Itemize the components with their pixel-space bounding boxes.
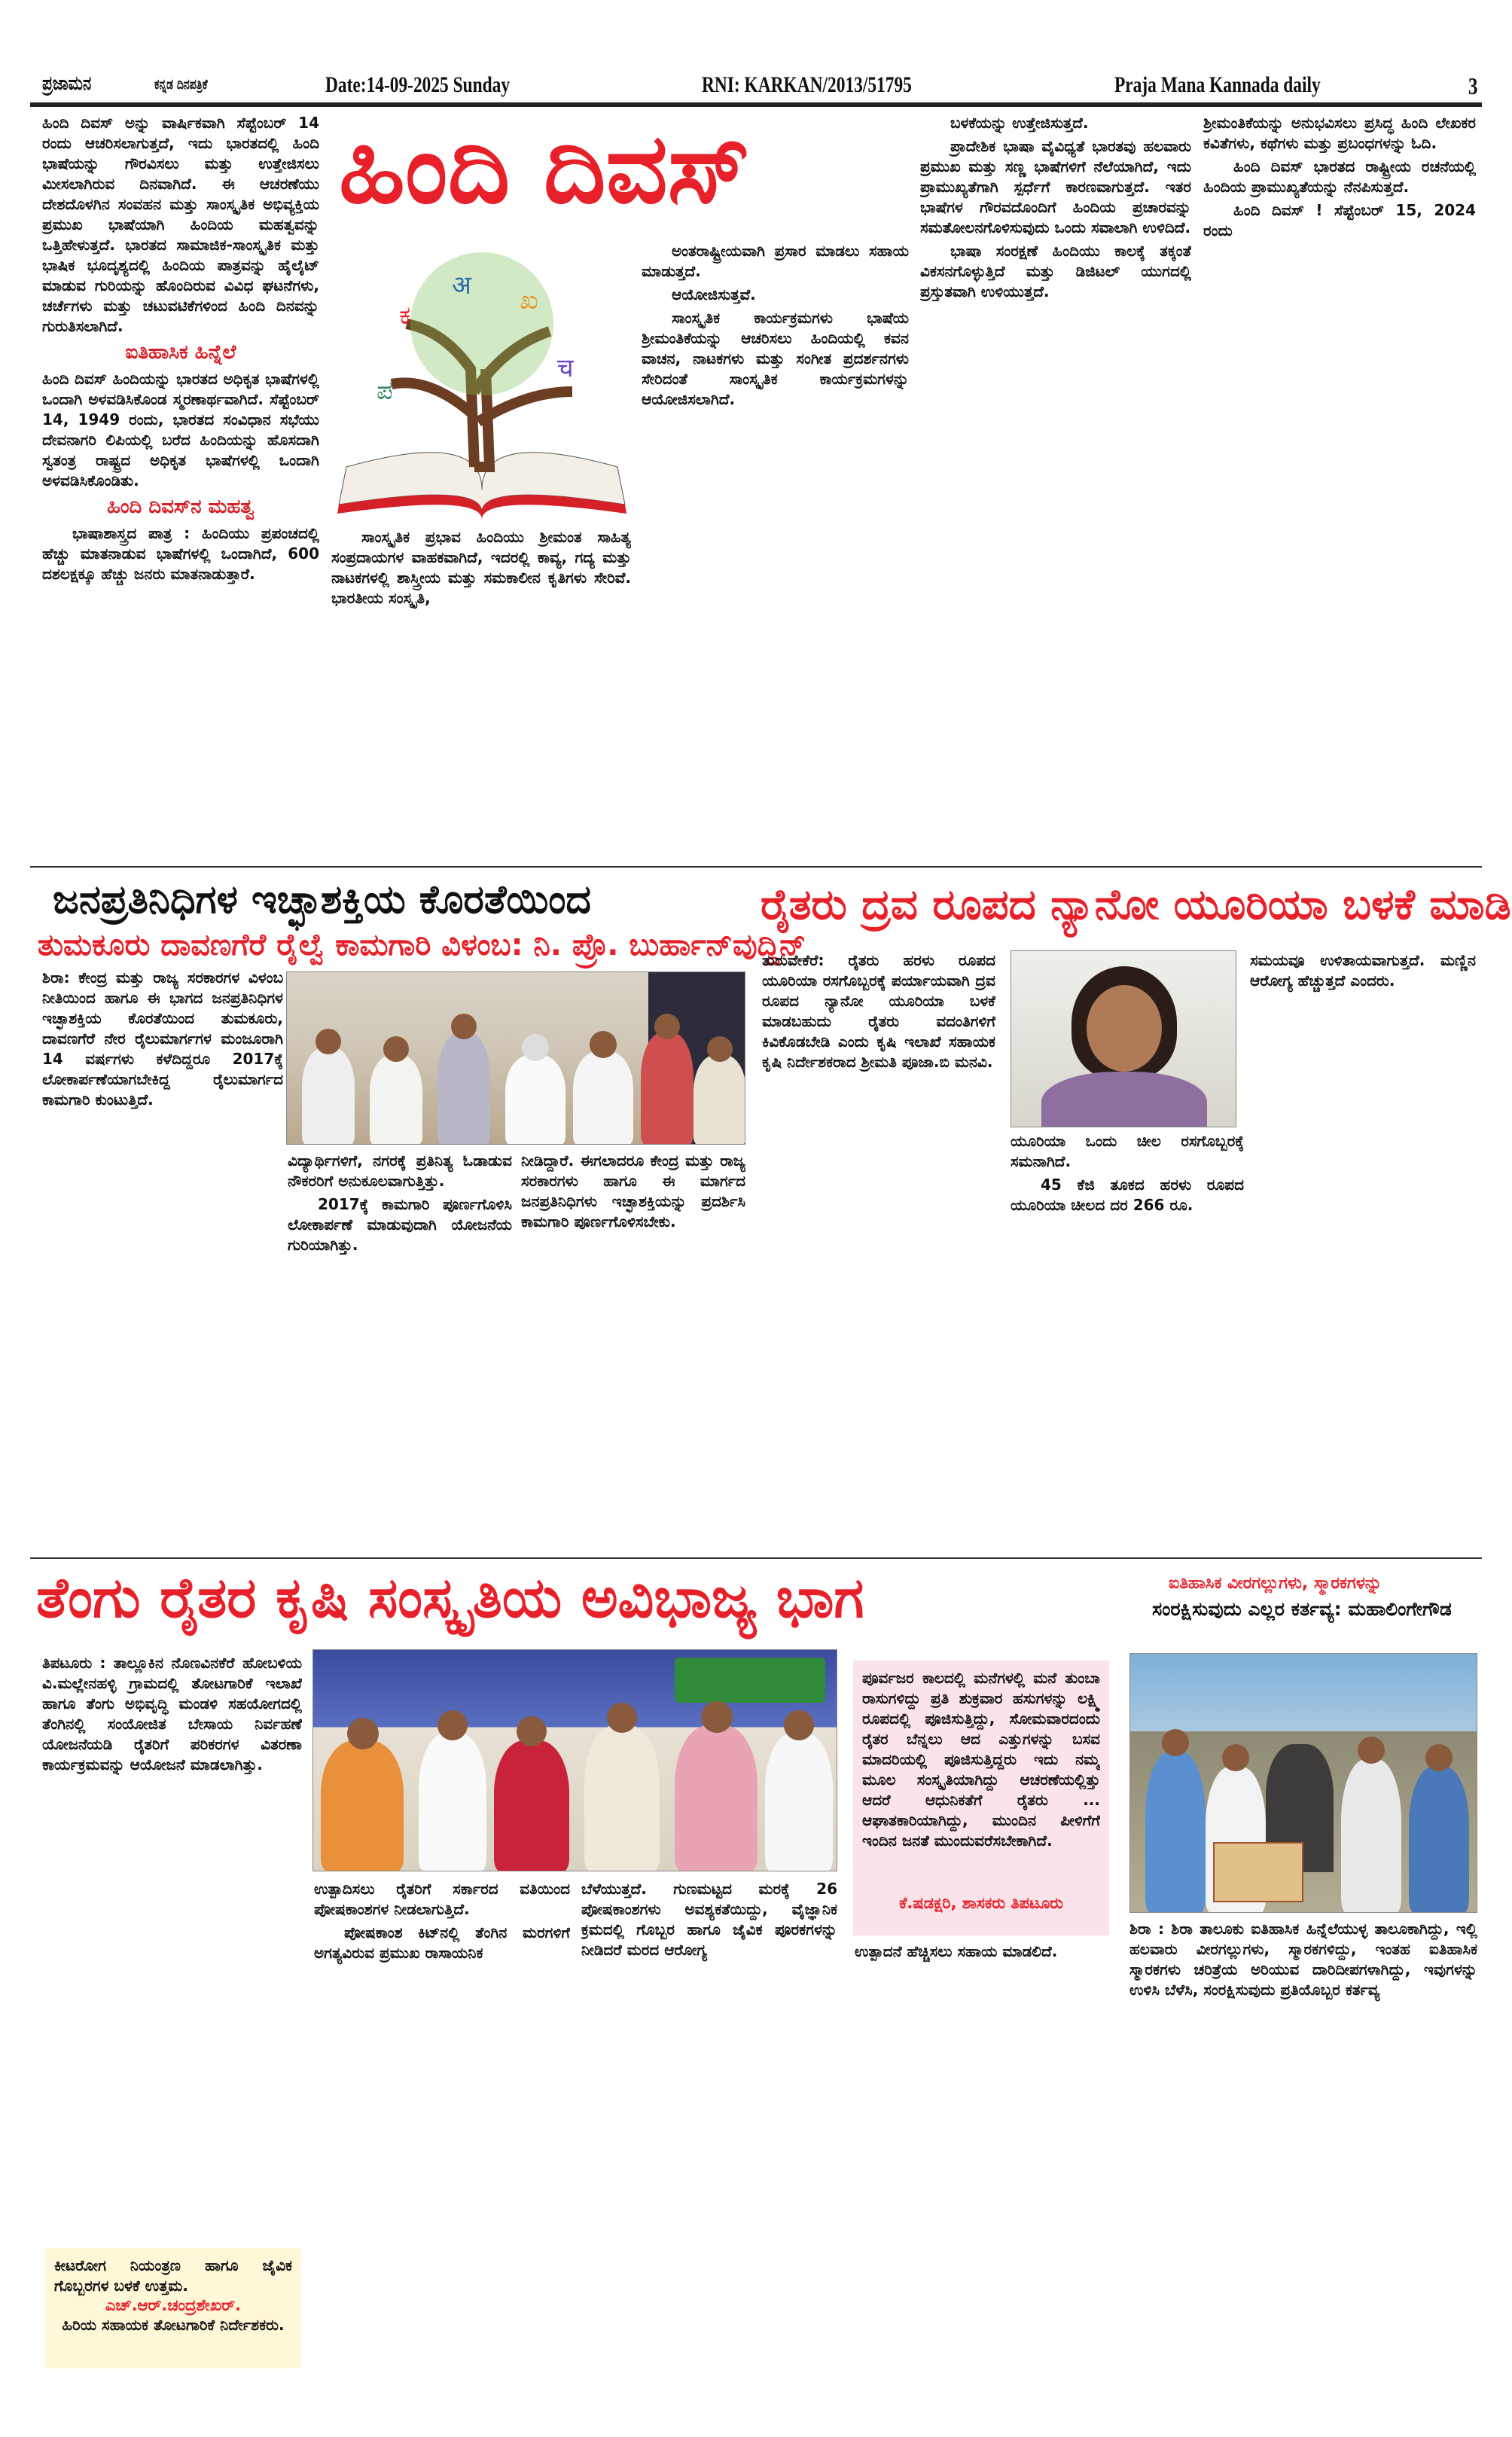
urea-col-2 xyxy=(1011,1131,1244,1549)
logo: ಪ್ರಜಾಮನ xyxy=(42,72,92,95)
paragraph: ಹಿಂದಿ ದಿವಸ್ ಹಿಂದಿಯನ್ನು ಭಾರತದ ಅಧಿಕೃತ ಭಾಷೆಗಳಲ್ಲಿ ಒಂದಾಗಿ ಅಳವಡಿಸಿಕೊಂಡ ಸ್ಮರಣಾರ್ಥವಾಗಿದೆ. ಸೆಪ್ಟೆಂಬರ್ 14, 1949 ರಂದು, ಭಾರತದ ಸಂವಿಧಾನ ಸಭೆಯು ದೇವನಾಗರಿ ಲಿಪಿಯಲ್ಲಿ ಬರೆದ ಹಿಂದಿಯನ್ನು ಹೊಸದಾಗಿ ಸ್ವತಂತ್ರ ರಾಷ್ಟ್ರದ ಅಧಿಕೃತ ಭಾಷೆಗಳಲ್ಲಿ ಒಂದಾಗಿ ಅಳವಡಿಸಿಕೊಂಡಿತು. xyxy=(42,370,319,490)
paragraph: ನೀಡಿದ್ದಾರೆ. ಈಗಲಾದರೂ ಕೇಂದ್ರ ಮತ್ತು ರಾಜ್ಯ ಸರಕಾರಗಳು ಹಾಗೂ ಈ ಮಾರ್ಗದ ಜನಪ್ರತಿನಿಧಿಗಳು ಇಚ್ಛಾಶಕ್ತಿಯನ್ನು ಪ್ರದರ್ಶಿಸಿ ಕಾಮಗಾರಿ ಪೂರ್ಣಗೊಳಿಸಬೇಕು. xyxy=(521,1151,745,1231)
paragraph-list xyxy=(521,1151,745,1232)
subhead-historical: ಐತಿಹಾಸಿಕ ಹಿನ್ನೆಲೆ xyxy=(125,341,236,364)
logo-tagline: ಕನ್ನಡ ದಿನಪತ್ರಿಕೆ xyxy=(154,77,208,93)
paragraph: ಶಿರಾ : ಶಿರಾ ತಾಲೂಕು ಐತಿಹಾಸಿಕ ಹಿನ್ನೆಲೆಯುಳ್ಳ ತಾಲೂಕಾಗಿದ್ದು, ಇಲ್ಲಿ ಹಲವಾರು ವೀರಗಲ್ಲುಗಳು, ಸ್ಮಾರಕಗಳಿದ್ದು, ಇಂತಹ ಐತಿಹಾಸಿಕ ಸ್ಮಾರಕಗಳು ಚರಿತ್ರೆಯ ಅರಿಯುವ ದಾರಿದೀಪಗಳಾಗಿದ್ದು, ಇವುಗಳನ್ನು ಉಳಿಸಿ ಬೆಳೆಸಿ, ಸಂರಕ್ಷಿಸುವುದು ಪ್ರತಿಯೊಬ್ಬರ ಕರ್ತವ್ಯ xyxy=(1129,1920,1477,1999)
urea-headline: ರೈತರು ದ್ರವ ರೂಪದ ನ್ಯಾನೋ ಯೂರಿಯಾ ಬಳಕೆ ಮಾಡಿ xyxy=(761,880,1511,929)
masthead-rule xyxy=(30,102,1482,107)
issue-date: Date:14-09-2025 Sunday xyxy=(325,72,511,97)
svg-text:ಖ: ಖ xyxy=(520,285,538,316)
railway-subheadline: ತುಮಕೂರು ದಾವಣಗೆರೆ ರೈಲ್ವೆ ಕಾಮಗಾರಿ ವಿಳಂಬ: ನಿ. ಪ್ರೊ. ಬುರ್ಹಾನ್‌ವುದ್ದಿನ್ xyxy=(38,928,806,962)
pink-quote-author: ಕೆ.ಷಡಕ್ಷರಿ, ಶಾಸಕರು ತಿಪಟೂರು xyxy=(899,1894,1063,1912)
urea-col-1 xyxy=(762,950,995,1549)
paragraph-list xyxy=(331,527,631,608)
quote-box-chandrashekar xyxy=(45,2248,301,2368)
paragraph-list xyxy=(642,241,909,410)
hindi-diwas-title: ಹಿಂದಿ ದಿವಸ್ xyxy=(339,113,751,225)
glyph-decoration: ಕ xyxy=(399,300,411,331)
memorials-kicker: ಐತಿಹಾಸಿಕ ವೀರಗಲ್ಲುಗಳು, ಸ್ಮಾರಕಗಳನ್ನು xyxy=(1169,1574,1382,1593)
paragraph: ಬೆಳೆಯುತ್ತದೆ. ಗುಣಮಟ್ಟದ ಮರಕ್ಕೆ 26 ಪೋಷಕಾಂಶಗಳು ಅವಶ್ಯಕತೆಯಿದ್ದು, ವೈಜ್ಞಾನಿಕ ಕ್ರಮದಲ್ಲಿ ಗೊಬ್ಬರ ಹಾಗೂ ಜೈವಿಕ ಪೂರಕಗಳನ್ನು ನೀಡಿದರೆ ಮರದ ಆರೋಗ್ಯ xyxy=(581,1880,837,1959)
paragraph: ಸಮಯವೂ ಉಳಿತಾಯವಾಗುತ್ತದೆ. ಮಣ್ಣಿನ ಆರೋಗ್ಯ ಹೆಚ್ಚುತ್ತದೆ ಎಂದರು. xyxy=(1250,951,1476,990)
paragraph: 45 ಕೆಜಿ ತೂಕದ ಹರಳು ರೂಪದ ಯೂರಿಯಾ ಚೀಲದ ದರ 266 ರೂ. xyxy=(1011,1176,1244,1214)
paragraph: ಉತ್ಪಾದನೆ ಹೆಚ್ಚಿಸಲು ಸಹಾಯ ಮಾಡಲಿದೆ. xyxy=(855,1942,1058,1960)
paragraph: ಶಿರಾ: ಕೇಂದ್ರ ಮತ್ತು ರಾಜ್ಯ ಸರಕಾರಗಳ ವಿಳಂಬ ನೀತಿಯಿಂದ ಹಾಗೂ ಈ ಭಾಗದ ಜನಪ್ರತಿನಿಧಿಗಳ ಇಚ್ಛಾಶಕ್ತಿಯ ಕೊರತೆಯಿಂದ ತುಮಕೂರು, ದಾವಣಗೆರೆ ನೇರ ರೈಲುಮಾರ್ಗಗಳ ಮಂಜೂರಾಗಿ 14 ವರ್ಷಗಳು ಕಳೆದಿದ್ದರೂ 2017ಕ್ಕೆ ಲೋಕಾರ್ಪಣೆಯಾಗಬೇಕಿದ್ದ ರೈಲುಮಾರ್ಗದ ಕಾಮಗಾರಿ ಕುಂಟುತ್ತಿದೆ. xyxy=(42,968,283,1109)
coconut-col-4 xyxy=(855,1941,1111,2372)
paragraph-list xyxy=(581,1879,837,1960)
paragraph: ಭಾಷಾಶಾಸ್ತ್ರದ ಪಾತ್ರ : ಹಿಂದಿಯು ಪ್ರಪಂಚದಲ್ಲಿ ಹೆಚ್ಚು ಮಾತನಾಡುವ ಭಾಷೆಗಳಲ್ಲಿ ಒಂದಾಗಿದೆ, 600 ದಶಲಕ್ಷಕ್ಕೂ ಹೆಚ್ಚು ಜನರು ಮಾತನಾಡುತ್ತಾರೆ. xyxy=(42,524,319,583)
paragraph: ಯೂರಿಯಾ ಒಂದು ಚೀಲ ರಸಗೊಬ್ಬರಕ್ಕೆ ಸಮನಾಗಿದೆ. xyxy=(1011,1132,1244,1170)
svg-text:अ: अ xyxy=(452,270,471,300)
quote-designation: ಹಿರಿಯ ಸಹಾಯಕ ತೋಟಗಾರಿಕೆ ನಿರ್ದೇಶಕರು. xyxy=(62,2316,285,2334)
memorial-stone-photo xyxy=(1129,1653,1477,1913)
paragraph-list xyxy=(42,968,283,1110)
paragraph-list xyxy=(1203,113,1476,241)
railway-col-2 xyxy=(288,1151,512,1548)
paragraph: ತಿಪಟೂರು : ತಾಲ್ಲೂಕಿನ ನೊಣವಿನಕೆರೆ ಹೋಬಳಿಯ ವಿ.ಮಲ್ಲೇನಹಳ್ಳಿ ಗ್ರಾಮದಲ್ಲಿ ತೋಟಗಾರಿಕೆ ಇಲಾಖೆ ಹಾಗೂ ತೆಂಗು ಅಭಿವೃದ್ಧಿ ಮಂಡಳಿ ಸಹಯೋಗದಲ್ಲಿ ತೆಂಗಿನಲ್ಲಿ ಸಂಯೋಜಿತ ಬೇಸಾಯ ನಿರ್ವಹಣೆ ಯೋಜನೆಯಡಿ ರೈತರಿಗೆ ಪರಿಕರಗಳ ವಿತರಣಾ ಕಾರ್ಯಕ್ರಮವನ್ನು ಆಯೋಜನೆ ಮಾಡಲಾಗಿತ್ತು. xyxy=(42,1654,302,1774)
coconut-headline: ತೆಂಗು ರೈತರ ಕೃಷಿ ಸಂಸ್ಕೃತಿಯ ಅವಿಭಾಜ್ಯ ಭಾಗ xyxy=(36,1566,864,1630)
coconut-col-2 xyxy=(314,1879,570,2372)
quote-author: ಎಚ್.ಆರ್.ಚಂದ್ರಶೇಖರ್. xyxy=(105,2296,242,2314)
section-divider xyxy=(30,866,1482,868)
paragraph-list xyxy=(42,369,319,491)
railway-col-1 xyxy=(42,968,283,1548)
paragraph-list xyxy=(42,1653,302,1775)
paragraph: ಶ್ರೀಮಂತಿಕೆಯನ್ನು ಅನುಭವಿಸಲು ಪ್ರಸಿದ್ಧ ಹಿಂದಿ ಲೇಖಕರ ಕವಿತೆಗಳು, ಕಥೆಗಳು ಮತ್ತು ಪ್ರಬಂಧಗಳನ್ನು ಓದಿ. xyxy=(1203,114,1476,152)
coconut-event-photo xyxy=(312,1649,837,1871)
paragraph: 2017ಕ್ಕೆ ಕಾಮಗಾರಿ ಪೂರ್ಣಗೊಳಿಸಿ ಲೋಕಾರ್ಪಣೆ ಮಾಡುವುದಾಗಿ ಯೋಜನೆಯ ಗುರಿಯಾಗಿತ್ತು. xyxy=(288,1195,512,1254)
page-number: 3 xyxy=(1468,72,1478,99)
paragraph-list xyxy=(1250,950,1476,991)
paragraph: ಹಿಂದಿ ದಿವಸ್ ಅನ್ನು ವಾರ್ಷಿಕವಾಗಿ ಸೆಪ್ಟೆಂಬರ್ 14 ರಂದು ಆಚರಿಸಲಾಗುತ್ತದೆ, ಇದು ಭಾರತದಲ್ಲಿ ಹಿಂದಿ ಭಾಷೆಯನ್ನು ಗೌರವಿಸಲು ಮತ್ತು ಉತ್ತೇಜಿಸಲು ಮೀಸಲಾಗಿರುವ ದಿನವಾಗಿದೆ. ಈ ಆಚರಣೆಯು ದೇಶದೊಳಗಿನ ಸಂವಹನ ಮತ್ತು ಸಾಂಸ್ಕೃತಿಕ ಅಭಿವ್ಯಕ್ತಿಯ ಪ್ರಮುಖ ಭಾಷೆಯಾಗಿ ಹಿಂದಿಯ ಮಹತ್ವವನ್ನು ಒತ್ತಿಹೇಳುತ್ತದೆ. ಭಾರತದ ಸಾಮಾಜಿಕ-ಸಾಂಸ್ಕೃತಿಕ ಮತ್ತು ಭಾಷಿಕ ಭೂದೃಶ್ಯದಲ್ಲಿ ಹಿಂದಿಯ ಪಾತ್ರವನ್ನು ಹೈಲೈಟ್ ಮಾಡುವ ಗುರಿಯನ್ನು ಹೊಂದಿರುವ ವಿವಿಧ ಘಟನೆಗಳು, ಚರ್ಚೆಗಳು ಮತ್ತು ಚಟುವಟಿಕೆಗಳಿಂದ ಹಿಂದಿ ದಿನವನ್ನು ಗುರುತಿಸಲಾಗಿದೆ. xyxy=(42,114,319,335)
memorials-col xyxy=(1129,1919,1477,2372)
paragraph: ಭಾಷಾ ಸಂರಕ್ಷಣೆ ಹಿಂದಿಯು ಕಾಲಕ್ಕೆ ತಕ್ಕಂತೆ ವಿಕಸನಗೊಳ್ಳುತ್ತಿದೆ ಮತ್ತು ಡಿಜಿಟಲ್ ಯುಗದಲ್ಲಿ ಪ್ರಸ್ತುತವಾಗಿ ಉಳಿಯುತ್ತದೆ. xyxy=(920,242,1191,300)
paragraph-list xyxy=(42,523,319,584)
hindi-col-1 xyxy=(42,113,319,862)
railway-headline: ಜನಪ್ರತಿನಿಧಿಗಳ ಇಚ್ಛಾಶಕ್ತಿಯ ಕೊರತೆಯಿಂದ xyxy=(53,877,592,923)
hindi-caption-col xyxy=(331,527,631,862)
paragraph: ಹಿಂದಿ ದಿವಸ್ ! ಸೆಪ್ಟೆಂಬರ್ 15, 2024 ರಂದು xyxy=(1203,201,1476,239)
memorials-headline: ಸಂರಕ್ಷಿಸುವುದು ಎಲ್ಲರ ಕರ್ತವ್ಯ: ಮಹಾಲಿಂಗೇಗೌಡ xyxy=(1152,1598,1452,1620)
paragraph-list xyxy=(314,1879,570,1963)
paragraph: ಅಂತರಾಷ್ಟ್ರೀಯವಾಗಿ ಪ್ರಸಾರ ಮಾಡಲು ಸಹಾಯ ಮಾಡುತ್ತದೆ. xyxy=(642,242,909,280)
rni-number: RNI: KARKAN/2013/51795 xyxy=(702,72,912,97)
paragraph: ಪ್ರಾದೇಶಿಕ ಭಾಷಾ ವೈವಿಧ್ಯತೆ ಭಾರತವು ಹಲವಾರು ಪ್ರಮುಖ ಮತ್ತು ಸಣ್ಣ ಭಾಷೆಗಳಿಗೆ ನೆಲೆಯಾಗಿದೆ, ಇದು ಪ್ರಾಮುಖ್ಯತೆಗಾಗಿ ಸ್ಪರ್ಧೆಗೆ ಕಾರಣವಾಗುತ್ತದೆ. ಇತರ ಭಾಷೆಗಳ ಗೌರವದೊಂದಿಗೆ ಹಿಂದಿಯ ಪ್ರಚಾರವನ್ನು ಸಮತೋಲನಗೊಳಿಸುವುದು ಒಂದು ಸವಾಲಾಗಿ ಉಳಿದಿದೆ. xyxy=(920,137,1191,236)
paragraph: ಉತ್ಪಾದಿಸಲು ರೈತರಿಗೆ ಸರ್ಕಾರದ ವತಿಯಿಂದ ಪೋಷಕಾಂಶಗಳ ನೀಡಲಾಗುತ್ತಿದೆ. xyxy=(314,1880,570,1918)
officer-portrait-photo xyxy=(1011,950,1236,1127)
paragraph: ಪೋಷಕಾಂಶ ಕಿಟ್‌ನಲ್ಲಿ ತೆಂಗಿನ ಮರಗಳಿಗೆ ಅಗತ್ಯವಿರುವ ಪ್ರಮುಖ ರಾಸಾಯನಿಕ xyxy=(314,1923,570,1962)
paragraph: ಹಿಂದಿ ದಿವಸ್ ಭಾರತದ ರಾಷ್ಟ್ರೀಯ ರಚನೆಯಲ್ಲಿ ಹಿಂದಿಯ ಪ್ರಾಮುಖ್ಯತೆಯನ್ನು ನೆನಪಿಸುತ್ತದೆ. xyxy=(1203,157,1476,196)
hindi-col-2 xyxy=(642,241,909,862)
quote-box-shadakshari xyxy=(853,1661,1109,1935)
hindi-col-3 xyxy=(920,113,1191,862)
paragraph-list xyxy=(855,1941,1111,1962)
paragraph-list xyxy=(288,1151,512,1255)
hindi-col-4 xyxy=(1203,113,1476,862)
quote-text: ಕೀಟರೋಗ ನಿಯಂತ್ರಣ ಹಾಗೂ ಜೈವಿಕ ಗೊಬ್ಬರಗಳ ಬಳಕೆ ಉತ್ತಮ. xyxy=(54,2256,292,2295)
tree-book-illustration xyxy=(331,241,633,520)
paragraph: ತುರುವೇಕೆರೆ: ರೈತರು ಹರಳು ರೂಪದ ಯೂರಿಯಾ ರಸಗೊಬ್ಬರಕ್ಕೆ ಪರ್ಯಾಯವಾಗಿ ದ್ರವ ರೂಪದ ನ್ಯಾನೋ ಯೂರಿಯಾ ಬಳಕೆ ಮಾಡಬಹುದು ರೈತರು ವದಂತಿಗಳಿಗೆ ಕಿವಿಕೊಡಬೇಡಿ ಎಂದು ಕೃಷಿ ಇಲಾಖೆ ಸಹಾಯಕ ಕೃಷಿ ನಿರ್ದೇಶಕರಾದ ಶ್ರೀಮತಿ ಪೂಜಾ.ಬಿ ಮನವಿ. xyxy=(762,951,995,1071)
pink-quote-text: ಪೂರ್ವಜರ ಕಾಲದಲ್ಲಿ ಮನೆಗಳಲ್ಲಿ ಮನೆ ತುಂಬಾ ರಾಸುಗಳಿದ್ದು ಪ್ರತಿ ಶುಕ್ರವಾರ ಹಸುಗಳನ್ನು ಲಕ್ಷ್ಮಿ ರೂಪದಲ್ಲಿ ಪೂಜಿಸುತ್ತಿದ್ದು, ಸೋಮವಾರದಂದು ರೈತರ ಬೆನ್ನಲು ಆದ ಎತ್ತುಗಳನ್ನು ಬಸವ ಮಾದರಿಯಲ್ಲಿ ಪೂಜಿಸುತ್ತಿದ್ದರು ಇದು ನಮ್ಮ ಮೂಲ ಸಂಸ್ಕೃತಿಯಾಗಿದ್ದು ಆಚರಣೆಯಲ್ಲಿತ್ತು ಆದರೆ ಆಧುನಿಕತೆಗೆ ರೈತರು ... ಆಘಾತಕಾರಿಯಾಗಿದ್ದು, ಮುಂದಿನ ಪೀಳಿಗೆಗೆ ಇಂದಿನ ಜನತೆ ಮುಂದುವರೆಸಬೇಕಾಗಿದೆ. xyxy=(862,1669,1100,1850)
masthead xyxy=(0,0,1512,105)
paragraph: ವಿದ್ಯಾರ್ಥಿಗಳಿಗೆ, ನಗರಕ್ಕೆ ಪ್ರತಿನಿತ್ಯ ಓಡಾಡುವ ನೌಕರರಿಗೆ ಅನುಕೂಲವಾಗುತ್ತಿತ್ತು. xyxy=(288,1151,512,1190)
coconut-col-1 xyxy=(42,1653,302,2240)
section-divider-2 xyxy=(30,1557,1482,1559)
svg-text:ಪ: ಪ xyxy=(376,376,393,406)
subhead-significance: ಹಿಂದಿ ದಿವಸ್‌ನ ಮಹತ್ವ xyxy=(107,496,255,518)
paragraph: ಸಾಂಸ್ಕೃತಿಕ ಪ್ರಭಾವ ಹಿಂದಿಯು ಶ್ರೀಮಂತ ಸಾಹಿತ್ಯ ಸಂಪ್ರದಾಯಗಳ ವಾಹಕವಾಗಿದೆ, ಇದರಲ್ಲಿ ಕಾವ್ಯ, ಗದ್ಯ ಮತ್ತು ನಾಟಕಗಳಲ್ಲಿ ಶಾಸ್ತ್ರೀಯ ಮತ್ತು ಸಮಕಾಲೀನ ಕೃತಿಗಳು ಸೇರಿವೆ. ಭಾರತೀಯ ಸಂಸ್ಕೃತಿ, xyxy=(331,528,631,607)
railway-col-3 xyxy=(521,1151,745,1548)
paragraph-list xyxy=(42,113,319,337)
paragraph: ಸಾಂಸ್ಕೃತಿಕ ಕಾರ್ಯಕ್ರಮಗಳು ಭಾಷೆಯ ಶ್ರೀಮಂತಿಕೆಯನ್ನು ಆಚರಿಸಲು ಹಿಂದಿಯಲ್ಲಿ ಕವನ ವಾಚನ, ನಾಟಕಗಳು ಮತ್ತು ಸಂಗೀತ ಪ್ರದರ್ಶನಗಳು ಸೇರಿದಂತೆ ಸಾಂಸ್ಕೃತಿಕ ಕಾರ್ಯಕ್ರಮಗಳನ್ನು ಆಯೋಜಿಸಲಾಗಿದೆ. xyxy=(642,309,909,408)
urea-col-3 xyxy=(1250,950,1476,1549)
coconut-col-3 xyxy=(581,1879,837,2372)
svg-text:च: च xyxy=(557,353,574,383)
railway-meeting-photo xyxy=(286,971,745,1145)
paragraph: ಆಯೋಜಿಸುತ್ತವೆ. xyxy=(672,285,756,303)
paragraph-list xyxy=(1011,1131,1244,1215)
paragraph: ಬಳಕೆಯನ್ನು ಉತ್ತೇಜಿಸುತ್ತದೆ. xyxy=(950,114,1089,132)
paragraph-list xyxy=(762,950,995,1072)
paragraph-list xyxy=(1129,1919,1477,2000)
paragraph-list xyxy=(920,113,1191,302)
paper-name: Praja Mana Kannada daily xyxy=(1114,72,1321,97)
